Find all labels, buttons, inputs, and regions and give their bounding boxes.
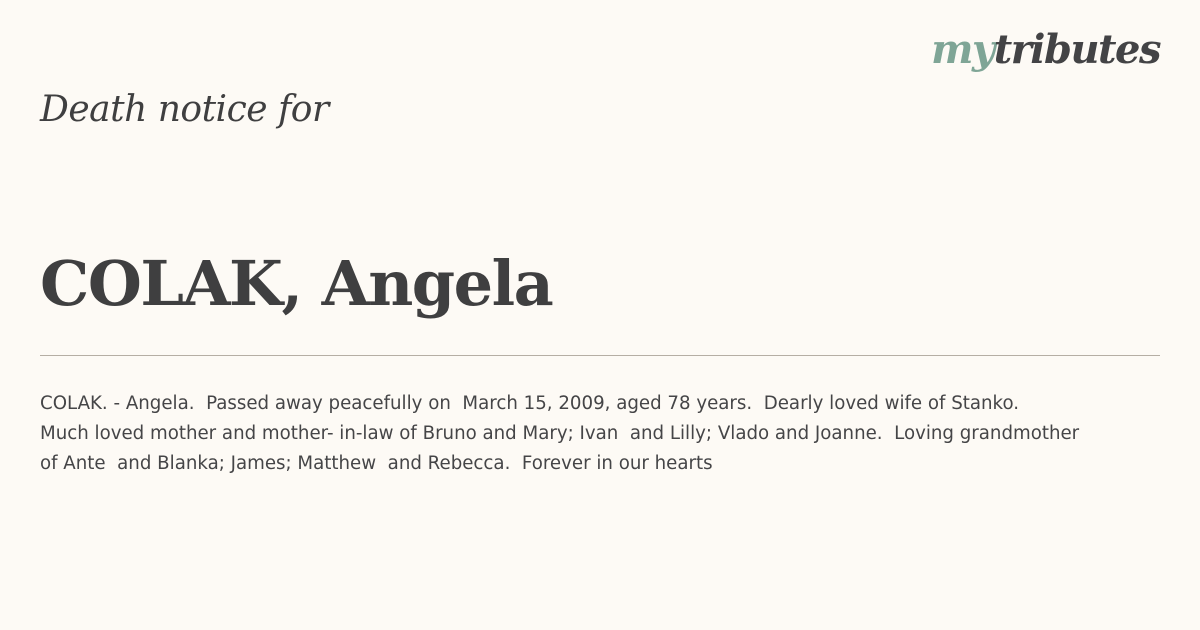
notice-line: COLAK. - Angela. Passed away peacefully on March 15, 2009, aged 78 years. Dearly loved wife of Stanko. [40,393,1020,414]
notice-line: Much loved mother and mother- in-law of Bruno and Mary; Ivan and Lilly; Vlado and Joanne. Loving grandmother [40,423,1080,444]
notice-body [40,389,1190,479]
notice-intro-heading: Death notice for [40,89,329,130]
deceased-name: COLAK, Angela [40,246,553,320]
logo-suffix: tributes [993,26,1160,73]
mytributes-logo[interactable] [931,26,1160,73]
logo-prefix: my [931,26,994,73]
divider [40,355,1160,356]
notice-line: of Ante and Blanka; James; Matthew and Rebecca. Forever in our hearts [40,453,713,474]
